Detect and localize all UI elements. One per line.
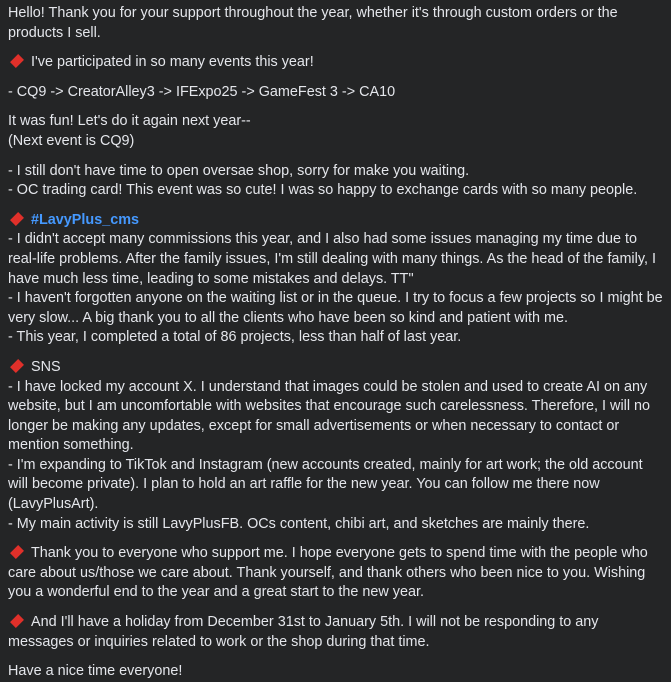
fun-line-1: It was fun! Let's do it again next year-- <box>8 113 251 130</box>
red-diamond-icon <box>10 54 24 68</box>
red-diamond-icon <box>10 614 24 628</box>
thanks-text: Thank you to everyone who support me. I hope everyone gets to spend time with the people who care about us/those we care about. Thank yourself, and thank others who been nice to you. Wishing you a wonderful end to the year and a great start to the new year. <box>8 545 648 601</box>
fun-line-2: (Next event is CQ9) <box>8 132 135 149</box>
commissions-item-1: - I didn't accept many commissions this year, and I also had some issues managing my time due to real-life problems. After the family issues, I'm still dealing with many things. As the head of the family, I have much less time, leading to some mistakes and delays. TT" <box>8 231 656 287</box>
events-heading: I've participated in so many events this year! <box>31 54 314 71</box>
holiday-section <box>8 613 663 652</box>
events-list: - CQ9 -> CreatorAlley3 -> IFExpo25 -> GameFest 3 -> CA10 <box>8 83 396 100</box>
events-items <box>8 162 663 201</box>
sns-heading: SNS <box>31 358 61 375</box>
commissions-item-3: - This year, I completed a total of 86 projects, less than half of last year. <box>8 329 462 346</box>
red-diamond-icon <box>10 212 24 226</box>
events-fun <box>8 112 663 151</box>
closing-text: Have a nice time everyone! <box>8 663 183 680</box>
events-section <box>8 53 663 73</box>
commissions-section <box>8 211 663 348</box>
intro-text: Hello! Thank you for your support throughout the year, whether it's through custom orders or the products I sell. <box>8 5 618 41</box>
hashtag-link[interactable]: #LavyPlus_cms <box>31 211 140 228</box>
sns-section <box>8 358 663 534</box>
commissions-item-2: - I haven't forgotten anyone on the waiting list or in the queue. I try to focus a few projects so I might be very slow... A big thank you to all the clients who have been so kind and patient with me. <box>8 290 663 326</box>
thanks-section <box>8 544 663 603</box>
sns-item-3: - My main activity is still LavyPlusFB. OCs content, chibi art, and sketches are mainly there. <box>8 515 590 532</box>
events-item-1: - I still don't have time to open oversae shop, sorry for make you waiting. <box>8 162 470 179</box>
sns-item-2: - I'm expanding to TikTok and Instagram (new accounts created, mainly for art work; the old account will become private). I plan to hold an art raffle for the new year. You can follow me there now (LavyPlusArt). <box>8 456 643 513</box>
events-item-2: - OC trading card! This event was so cute! I was so happy to exchange cards with so many people. <box>8 182 638 199</box>
sns-item-1: - I have locked my account X. I understand that images could be stolen and used to create AI on any website, but I am uncomfortable with websites that encourage such carelessness. Therefore, I will no longer be making any updates, except for small advertisements or when necessary to contact or mention something. <box>8 378 651 454</box>
red-diamond-icon <box>10 359 24 373</box>
red-diamond-icon <box>10 545 24 559</box>
holiday-text: And I'll have a holiday from December 31st to January 5th. I will not be responding to any messages or inquiries related to work or the shop during that time. <box>8 614 599 650</box>
